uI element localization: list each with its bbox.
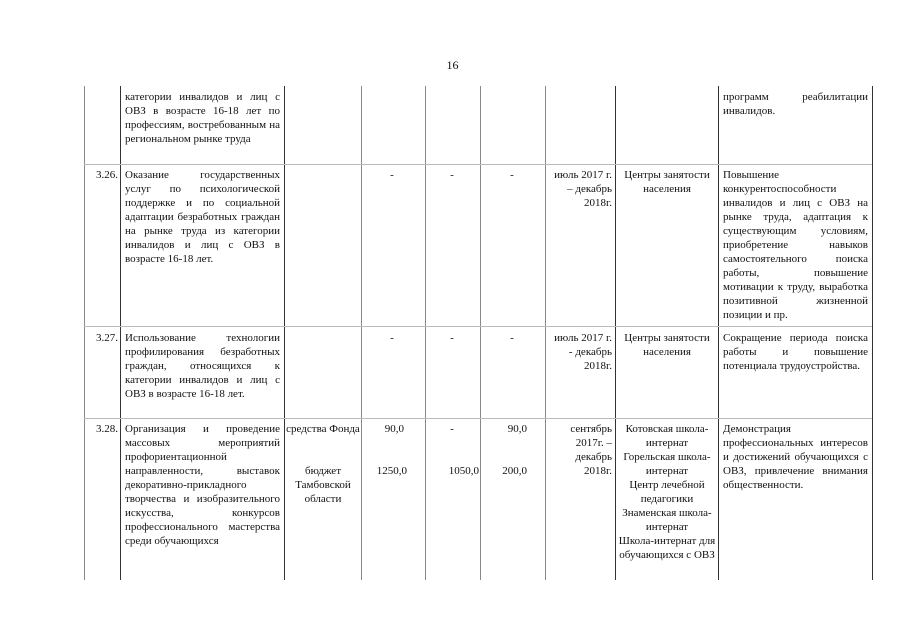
executor-item: Знаменская школа-интернат [622,507,712,533]
funding-2018: 200,0 [502,465,527,477]
row-total: - [390,332,394,344]
row-number: 3.27. [96,332,118,344]
funding-total: 90,0 [384,423,404,435]
row-period: июль 2017 г. - декабрь 2018г. [554,332,612,372]
row-executor: Центры занятости населения [624,332,710,358]
row-executor: Центры занятости населения [624,169,710,195]
row-period: июль 2017 г. – декабрь 2018г. [554,169,612,209]
row-number: 3.28. [96,423,118,435]
row-year-2018: - [510,169,514,181]
row-result: Демонстрация профессиональных интересов и достижений обучающихся с ОВЗ, привлечение внимания общественности. [723,423,868,491]
column-divider-executor [615,86,616,580]
row-result: Повышение конкурентоспособности инвалидов и лиц с ОВЗ на рынке труда, адаптация к существующим условиям, приобретение навыков самостоятельного поиска работы, повышение мотивации к труду, выработка позитивной жизненной позиции и пр. [723,169,868,321]
row-period: сентябрь 2017г. – декабрь 2018г. [570,423,612,477]
row-divider [84,326,872,327]
row-year-2018: - [510,332,514,344]
column-divider-result [718,86,719,580]
column-divider-desc [120,86,121,580]
row-total: - [390,169,394,181]
page-number: 16 [446,58,459,72]
executor-item: Горельская школа-интернат [623,451,711,477]
row-year-2017: - [450,332,454,344]
table-border-right [872,86,873,580]
funding-2017: 1050,0 [448,465,479,477]
row-prev-description: категории инвалидов и лиц с ОВЗ в возрасте 16-18 лет по профессиям, востребованным на региональном рынке труда [125,91,280,145]
executor-item: Котовская школа-интернат [625,423,709,449]
row-number: 3.26. [96,169,118,181]
column-divider-period [545,86,546,580]
funding-source: бюджет Тамбовской области [295,465,351,505]
row-description: Организация и проведение массовых мероприятий профориентационной направленности, выставок декоративно-прикладного творчества и изобразительного искусства, конкурсов профессионального мастерства среди обучающихся [125,423,280,547]
executor-item: Центр лечебной педагогики [629,479,705,505]
row-divider [84,164,872,165]
executor-item: Школа-интернат для обучающихся с ОВЗ [618,535,716,561]
row-year-2017: - [450,169,454,181]
funding-2018: 90,0 [507,423,527,435]
row-description: Использование технологии профилирования безработных граждан, относящихся к категории инвалидов и лиц с ОВЗ в возрасте 16-18 лет. [125,332,280,400]
row-result: Сокращение периода поиска работы и повышение потенциала трудоустройства. [723,332,868,372]
funding-total: 1250,0 [376,465,407,477]
funding-2017: - [450,423,454,435]
row-divider [84,418,872,419]
column-divider-source [284,86,285,580]
row-executors [617,422,717,562]
funding-source: средства Фонда [286,423,360,435]
row-description: Оказание государственных услуг по психологической поддержке и по социальной адаптации безработных граждан на рынке труда из категории инвалидов и лиц с ОВЗ в возрасте 16-18 лет. [125,169,280,265]
row-prev-result: программ реабилитации инвалидов. [723,91,868,117]
